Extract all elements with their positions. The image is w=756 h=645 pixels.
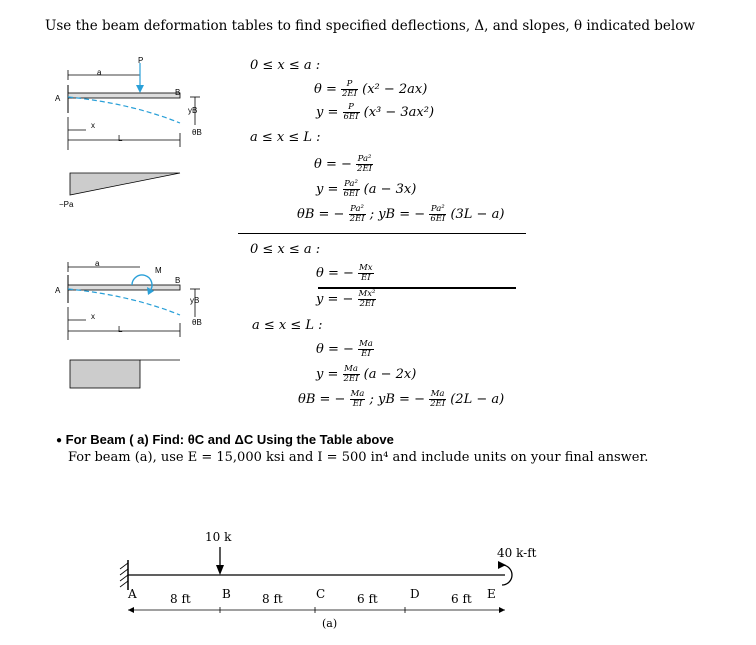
span-AB: 8 ft (170, 592, 191, 606)
point-B: B (222, 587, 231, 601)
case2-theta1: θ = − $\frac{Mx}{EI}$ (316, 263, 373, 283)
span-CD: 6 ft (357, 592, 378, 606)
case1-load-label: P (138, 56, 144, 65)
problem-title: Use the beam deformation tables to find specified deflections, Δ, and slopes, θ indicated below (45, 18, 695, 34)
case1-moment-label: −Pa (59, 200, 74, 209)
moment-label: 40 k-ft (497, 546, 537, 560)
point-C: C (316, 587, 326, 601)
task-note: For beam (a), use E = 15,000 ksi and I = 500 in⁴ and include units on your final answer. (68, 450, 649, 465)
task-bullet: ● For Beam ( a) Find: θC and ΔC Using the Table above (56, 432, 394, 447)
case1-deflected-shape (68, 97, 180, 123)
case2-moment-label: M (155, 266, 162, 275)
case1-beam (68, 93, 180, 98)
case1-theta1: θ = $\frac{P}{2EI}$ (x² − 2ax) (314, 79, 428, 99)
span-DE: 6 ft (451, 592, 472, 606)
case1-theta2: θ = − $\frac{\text{Pa²}}{2EI}$ (314, 154, 373, 174)
load-label: 10 k (205, 530, 232, 544)
case2-y2: y = $\frac{Ma}{2EI}$ (a − 2x) (316, 364, 417, 384)
case1-moment-diagram (70, 173, 180, 195)
divider (238, 233, 526, 234)
beam-caption: (a) (322, 617, 338, 630)
case2-thetaB-yB: θB = − $\frac{Ma}{EI}$ ; yB = − $\frac{Ma}{2EI}$ (2L − a) (298, 389, 505, 409)
point-A: A (128, 587, 137, 601)
case2-y1: y = − $\frac{\text{Mx²}}{2EI}$ (316, 289, 376, 309)
case1-thetaB-yB: θB = − $\frac{\text{Pa²}}{2EI}$ ; yB = − $\frac{\text{Pa²}}{6EI}$ (3L − a) (297, 204, 505, 224)
case2-moment-diagram (70, 360, 140, 388)
case2-theta2: θ = − $\frac{Ma}{EI}$ (316, 339, 373, 359)
case1-y2: y = $\frac{\text{Pa²}}{6EI}$ (a − 3x) (316, 179, 417, 199)
case1-y1: y = $\frac{P}{6EI}$ (x³ − 3ax²) (316, 102, 435, 122)
point-D: D (410, 587, 420, 601)
case2-beam (68, 285, 180, 290)
point-E: E (487, 587, 496, 601)
case2-deflected-shape (68, 289, 180, 315)
span-BC: 8 ft (262, 592, 283, 606)
case1-diagram (50, 55, 220, 225)
